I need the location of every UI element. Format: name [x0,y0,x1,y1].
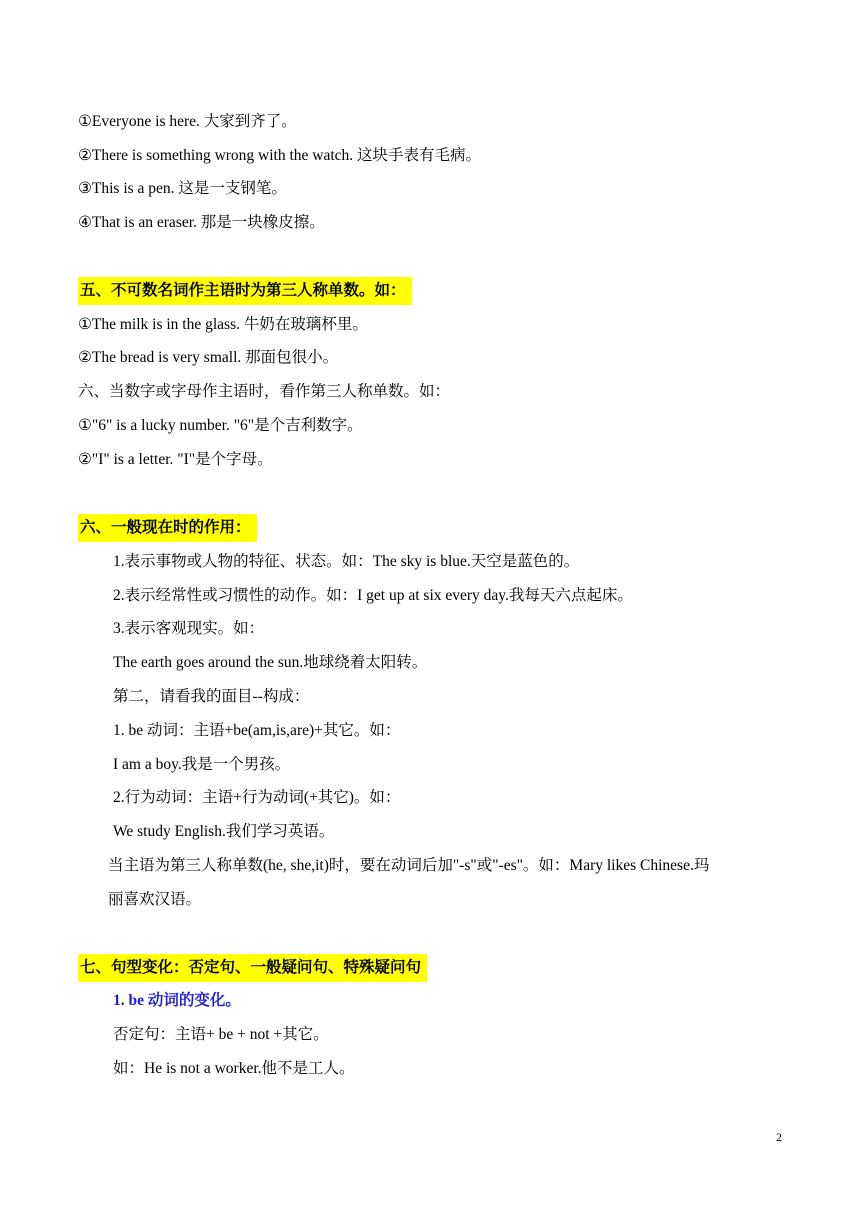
example-line: ③This is a pen. 这是一支钢笔。 [78,180,287,197]
example-line: The earth goes around the sun.地球绕着太阳转。 [113,654,428,671]
example-line: ①"6" is a lucky number. "6"是个吉利数字。 [78,417,363,434]
example-line: ②The bread is very small. 那面包很小。 [78,349,339,366]
example-line: ④That is an eraser. 那是一块橡皮擦。 [78,214,325,231]
example-line: I am a boy.我是一个男孩。 [113,756,291,773]
subheading: 1. be 动词的变化。 [113,992,241,1009]
rule-line: 2.表示经常性或习惯性的动作。如：I get up at six every day.我每天六点起床。 [113,587,633,604]
rule-line: 否定句：主语+ be + not +其它。 [113,1026,329,1043]
sub-rule-line: 六、当数字或字母作主语时，看作第三人称单数。如： [78,383,451,400]
example-line: ②"I" is a letter. "I"是个字母。 [78,451,273,468]
rule-line: 1. be 动词：主语+be(am,is,are)+其它。如： [113,722,401,739]
example-line: ①The milk is in the glass. 牛奶在玻璃杯里。 [78,316,368,333]
section-heading-7: 七、句型变化：否定句、一般疑问句、特殊疑问句 [78,954,427,982]
rule-line: 2.行为动词：主语+行为动词(+其它)。如： [113,789,401,806]
rule-line: 3.表示客观现实。如： [113,620,265,637]
example-line: 如：He is not a worker.他不是工人。 [113,1060,355,1077]
paragraph-line: 丽喜欢汉语。 [108,891,202,908]
page-number: 2 [776,1130,782,1144]
paragraph-line: 当主语为第三人称单数(he, she,it)时，要在动词后加"-s"或"-es"。如：Mary likes Chinese.玛 [108,857,710,874]
example-line: ①Everyone is here. 大家到齐了。 [78,113,297,130]
section-heading-6: 六、一般现在时的作用： [78,514,257,542]
example-line: ②There is something wrong with the watch. 这块手表有毛病。 [78,147,482,164]
example-line: We study English.我们学习英语。 [113,823,335,840]
section-heading-5: 五、不可数名词作主语时为第三人称单数。如： [78,277,412,305]
rule-line: 1.表示事物或人物的特征、状态。如：The sky is blue.天空是蓝色的。 [113,553,580,570]
rule-line: 第二，请看我的面目--构成： [113,688,310,705]
